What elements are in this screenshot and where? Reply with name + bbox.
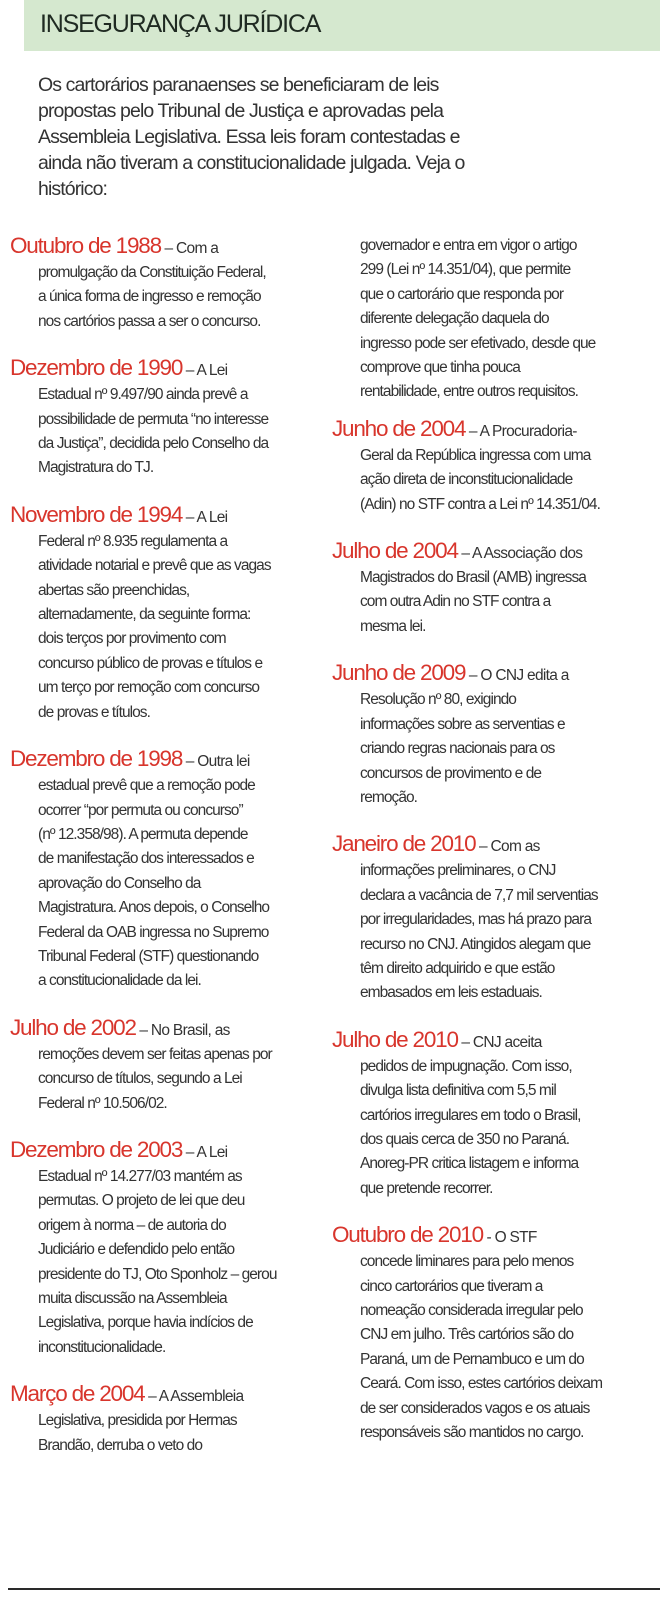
- entry-date: Julho de 2004: [332, 538, 458, 564]
- entry-text-line: Federal nº 8.935 regulamenta a: [38, 532, 228, 550]
- entry-lead: – CNJ aceita: [457, 1033, 542, 1051]
- entry-text-line: cinco cartorários que tiveram a: [360, 1277, 543, 1295]
- entry-text-line: Tribunal Federal (STF) questionando: [38, 947, 259, 965]
- entry-text-line: ação direta de inconstitucionalidade: [360, 471, 573, 489]
- entry-lead: – Outra lei: [182, 753, 250, 771]
- entry-text-line: remoções devem ser feitas apenas por: [38, 1045, 272, 1063]
- entry-text-line: que pretende recorrer.: [360, 1179, 493, 1197]
- entry-text-line: promulgação da Constituição Federal,: [38, 264, 266, 281]
- entry-text-line: de manifestação dos interessados e: [38, 850, 254, 868]
- entry-lead: – A Lei: [182, 508, 228, 526]
- entry-date: Dezembro de 1990: [10, 355, 183, 381]
- timeline-entry: [10, 1138, 330, 1360]
- entry-text-line: Federal nº 10.506/02.: [38, 1094, 167, 1112]
- entry-text-line: Federal da OAB ingressa no Supremo: [38, 923, 269, 941]
- entry-date: Janeiro de 2010: [332, 831, 476, 857]
- entry-text-line: criando regras nacionais para os: [360, 740, 555, 758]
- entry-lead: – A Lei: [182, 362, 228, 380]
- entry-date: Dezembro de 1998: [10, 746, 183, 772]
- entry-text-line: concurso de títulos, segundo a Lei: [38, 1070, 242, 1088]
- entry-date: Junho de 2009: [332, 660, 466, 686]
- entry-heading: [332, 539, 660, 566]
- entry-date: Novembro de 1994: [10, 501, 183, 527]
- timeline-entry: [10, 234, 330, 334]
- entry-heading: [10, 1382, 330, 1409]
- entry-date: Dezembro de 2003: [10, 1136, 183, 1162]
- entry-lead: – Com a: [160, 240, 219, 257]
- intro-line: propostas pelo Tribunal de Justiça e aprovadas pela: [38, 100, 444, 122]
- entry-lead: – A Lei: [182, 1143, 228, 1161]
- entry-text-line: nos cartórios passa a ser o concurso.: [38, 312, 261, 330]
- entry-text-line: de provas e títulos.: [38, 703, 150, 721]
- timeline-entry: [332, 1223, 660, 1445]
- entry-lead: – O CNJ edita a: [465, 667, 569, 685]
- entry-text-line: recurso no CNJ. Atingidos alegam que: [360, 935, 591, 953]
- entry-text-line: que o cartorário que responda por: [360, 285, 564, 303]
- entry-text-line: ocorrer “por permuta ou concurso”: [38, 801, 243, 819]
- timeline-entry: [10, 1016, 330, 1116]
- entry-heading: [10, 1016, 330, 1043]
- entry-text-line: alternadamente, da seguinte forma:: [38, 606, 251, 624]
- timeline-entry: [332, 539, 660, 639]
- entry-text-line: Magistratura do TJ.: [38, 459, 154, 477]
- entry-heading: [10, 747, 330, 774]
- timeline-entry: [10, 1382, 330, 1458]
- entry-text-line: concurso público de provas e títulos e: [38, 654, 263, 672]
- entry-heading: [332, 417, 660, 444]
- entry-text-line: aprovação do Conselho da: [38, 874, 201, 892]
- entry-heading: [10, 356, 330, 383]
- entry-heading: [10, 234, 330, 261]
- entry-text-line: a constitucionalidade da lei.: [38, 972, 201, 990]
- entry-text-line: embasados em leis estaduais.: [360, 984, 542, 1002]
- entry-text-line: Paraná, um de Pernambuco e um do: [360, 1350, 584, 1368]
- entry-text-line: rentabilidade, entre outros requisitos.: [360, 383, 578, 401]
- entry-text-line: ingresso pode ser efetivado, desde que: [360, 334, 596, 352]
- entry-text-line: informações sobre as serventias e: [360, 715, 565, 733]
- entry-heading: [332, 1223, 660, 1250]
- entry-text-line: presidente do TJ, Oto Sponholz – gerou: [38, 1265, 277, 1283]
- entry-text-line: Estadual nº 9.497/90 ainda prevê a: [38, 386, 248, 404]
- entry-heading: [10, 503, 330, 530]
- entry-date: Outubro de 2010: [332, 1222, 483, 1248]
- entry-text-line: (Adin) no STF contra a Lei nº 14.351/04.: [360, 495, 600, 513]
- entry-lead: – Com as: [475, 838, 540, 856]
- entry-date: Julho de 2002: [10, 1014, 136, 1040]
- entry-text-line: inconstitucionalidade.: [38, 1338, 166, 1356]
- entry-text-line: (nº 12.358/98). A permuta depende: [38, 825, 248, 843]
- entry-text-line: por irregularidades, mas há prazo para: [360, 911, 591, 929]
- timeline-entry: [10, 747, 330, 994]
- entry-text-line: Judiciário e defendido pelo então: [38, 1241, 235, 1259]
- entry-text-line: responsáveis são mantidos no cargo.: [360, 1424, 584, 1442]
- intro-line: Os cartorários paranaenses se beneficiaram de leis: [38, 74, 439, 96]
- intro-line: ainda não tiveram a constitucionalidade julgada. Veja o: [38, 152, 465, 174]
- timeline-entry: [332, 832, 660, 1005]
- entry-text-line: Legislativa, porque havia indícios de: [38, 1314, 253, 1332]
- entry-text-line: a única forma de ingresso e remoção: [38, 288, 261, 306]
- timeline-entry: [332, 661, 660, 810]
- entry-text-line: têm direito adquirido e que estão: [360, 959, 555, 977]
- entry-text-line: um terço por remoção com concurso: [38, 679, 260, 697]
- entry-text-line: Legislativa, presidida por Hermas: [38, 1412, 237, 1430]
- timeline-entry: [332, 417, 660, 517]
- entry-text-line: cartórios irregulares em todo o Brasil,: [360, 1106, 581, 1124]
- timeline-entry: [10, 356, 330, 481]
- entry-text-line: Brandão, derruba o veto do: [38, 1436, 203, 1454]
- entry-text-line: pedidos de impugnação. Com isso,: [360, 1057, 572, 1075]
- timeline-entry: [332, 1028, 660, 1201]
- entry-lead: – No Brasil, as: [135, 1021, 230, 1039]
- entry-lead: - O STF: [482, 1229, 537, 1247]
- entry-text-line: Anoreg-PR critica listagem e informa: [360, 1155, 579, 1173]
- entry-text-line: estadual prevê que a remoção pode: [38, 777, 255, 795]
- entry-lead: – A Procuradoria-: [465, 422, 577, 440]
- entry-text-line: CNJ em julho. Três cartórios são do: [360, 1326, 574, 1344]
- entry-text-line: com outra Adin no STF contra a: [360, 593, 551, 611]
- entry-date: Julho de 2010: [332, 1026, 458, 1052]
- entry-heading: [332, 661, 660, 688]
- entry-lead: – A Assembleia: [144, 1388, 244, 1406]
- entry-text-line: da Justiça”, decidida pelo Conselho da: [38, 435, 269, 453]
- timeline-left-column: [10, 234, 330, 1480]
- entry-text-line: atividade notarial e prevê que as vagas: [38, 557, 271, 575]
- timeline-entry: [10, 503, 330, 725]
- timeline-entry-continuation: [332, 234, 660, 405]
- entry-lead: – A Associação dos: [457, 545, 583, 563]
- entry-text-line: comprove que tinha pouca: [360, 359, 520, 377]
- entry-text-line: governador e entra em vigor o artigo: [360, 237, 577, 254]
- entry-text-line: remoção.: [360, 788, 418, 806]
- entry-text-line: divulga lista definitiva com 5,5 mil: [360, 1082, 556, 1100]
- entry-heading: [332, 832, 660, 859]
- entry-text-line: dois terços por provimento com: [38, 630, 226, 648]
- intro-paragraph: [38, 72, 558, 202]
- entry-text-line: permutas. O projeto de lei que deu: [38, 1192, 245, 1210]
- entry-text-line: Resolução nº 80, exigindo: [360, 691, 516, 709]
- entry-heading: [10, 1138, 330, 1165]
- entry-date: Março de 2004: [10, 1381, 145, 1407]
- entry-text-line: Magistrados do Brasil (AMB) ingressa: [360, 569, 586, 587]
- entry-text-line: origem à norma – de autoria do: [38, 1216, 226, 1234]
- entry-text-line: diferente delegação daquela do: [360, 310, 549, 328]
- entry-text-line: Geral da República ingressa com uma: [360, 446, 591, 464]
- entry-text-line: concede liminares para pelo menos: [360, 1253, 574, 1271]
- entry-text-line: concursos de provimento e de: [360, 764, 542, 782]
- bottom-divider: [8, 1588, 660, 1590]
- entry-text-line: abertas são preenchidas,: [38, 581, 190, 599]
- entry-date: Junho de 2004: [332, 415, 466, 441]
- entry-text-line: 299 (Lei nº 14.351/04), que permite: [360, 261, 571, 279]
- intro-line: Assembleia Legislativa. Essa leis foram contestadas e: [38, 126, 460, 148]
- entry-text-line: Ceará. Com isso, estes cartórios deixam: [360, 1375, 603, 1393]
- timeline-right-column: [332, 234, 660, 1467]
- entry-date: Outubro de 1988: [10, 233, 161, 258]
- entry-text-line: dos quais cerca de 350 no Paraná.: [360, 1130, 570, 1148]
- entry-text-line: informações preliminares, o CNJ: [360, 862, 556, 880]
- entry-text-line: muita discussão na Assembleia: [38, 1290, 227, 1307]
- entry-text-line: nomeação considerada irregular pelo: [360, 1302, 583, 1319]
- entry-text-line: Estadual nº 14.277/03 mantém as: [38, 1167, 242, 1185]
- intro-line: histórico:: [38, 178, 108, 200]
- entry-heading: [332, 1028, 660, 1055]
- entry-text-line: declara a vacância de 7,7 mil serventias: [360, 886, 598, 904]
- entry-text-line: mesma lei.: [360, 617, 426, 635]
- section-title: INSEGURANÇA JURÍDICA: [40, 10, 321, 38]
- entry-text-line: possibilidade de permuta “no interesse: [38, 410, 269, 428]
- entry-text-line: Magistratura. Anos depois, o Conselho: [38, 899, 270, 917]
- entry-text-line: de ser considerados vagos e os atuais: [360, 1399, 590, 1417]
